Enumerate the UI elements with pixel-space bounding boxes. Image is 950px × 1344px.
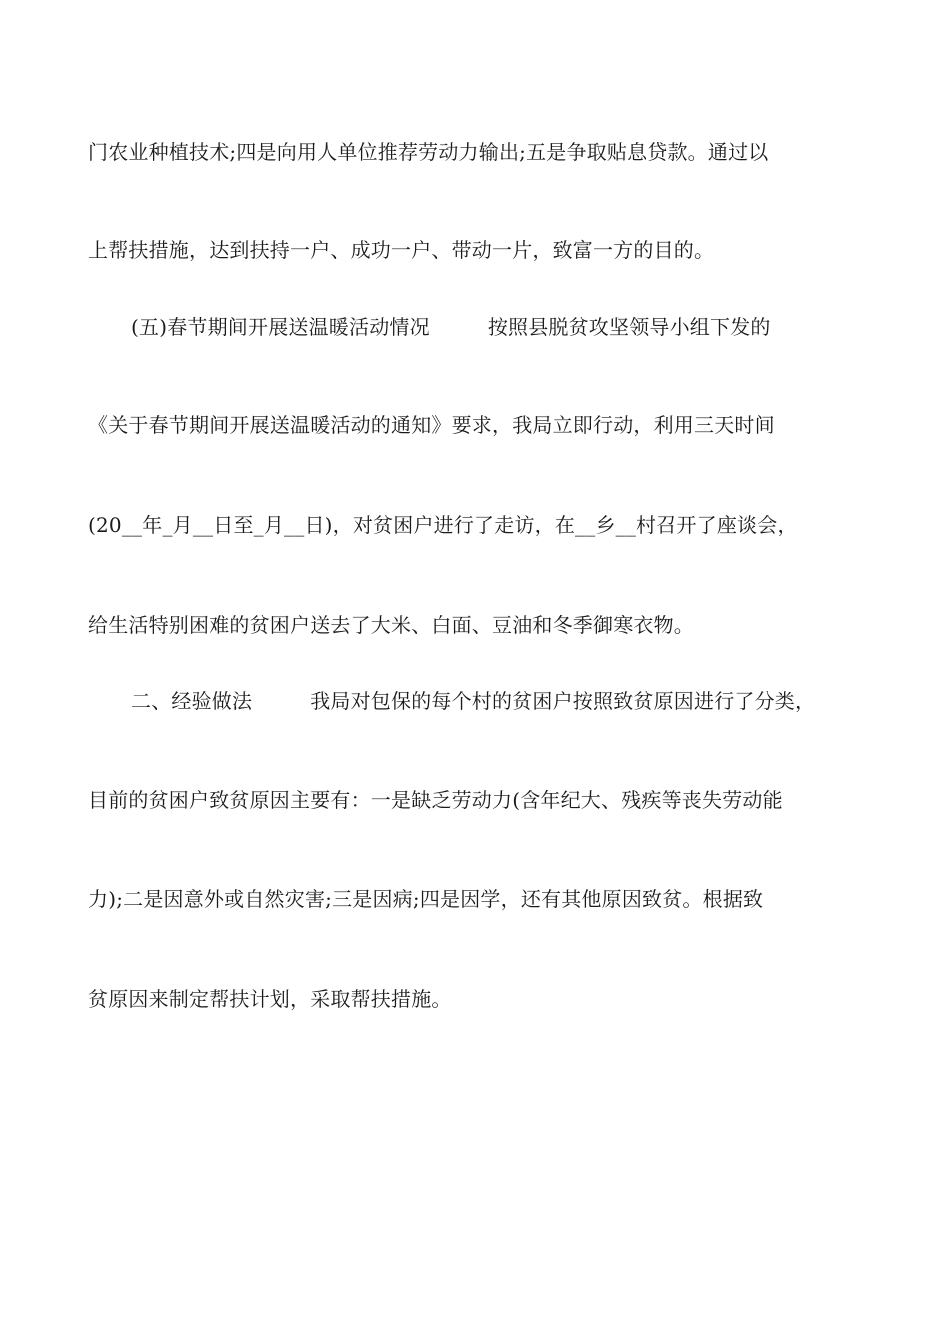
section-five-heading: (五)春节期间开展送温暖活动情况 xyxy=(131,315,430,339)
section-two-heading: 二、经验做法 xyxy=(131,689,253,713)
text-line: 力);二是因意外或自然灾害;三是因病;四是因学，还有其他原因致贫。根据致 xyxy=(88,887,764,911)
section-five-line xyxy=(131,313,878,341)
section-two-text: 我局对包保的每个村的贫困户按照致贫原因进行了分类， xyxy=(310,689,816,713)
section-two-line xyxy=(131,687,878,715)
text-line: 上帮扶措施，达到扶持一户、成功一户、带动一片，致富一方的目的。 xyxy=(88,238,715,262)
text-line: 贫原因来制定帮扶计划，采取帮扶措施。 xyxy=(88,987,452,1011)
text-line: 《关于春节期间开展送温暖活动的通知》要求，我局立即行动，利用三天时间 xyxy=(88,413,775,437)
text-line: 门农业种植技术;四是向用人单位推荐劳动力输出;五是争取贴息贷款。通过以 xyxy=(88,140,769,164)
text-line: 目前的贫困户致贫原因主要有：一是缺乏劳动力(含年纪大、残疾等丧失劳动能 xyxy=(88,788,783,812)
text-line: 给生活特别困难的贫困户送去了大米、白面、豆油和冬季御寒衣物。 xyxy=(88,613,694,637)
text-line: (20__年_月__日至_月__日)，对贫困户进行了走访，在__乡__村召开了座谈会， xyxy=(88,513,798,537)
section-five-text: 按照县脱贫攻坚领导小组下发的 xyxy=(487,315,771,339)
